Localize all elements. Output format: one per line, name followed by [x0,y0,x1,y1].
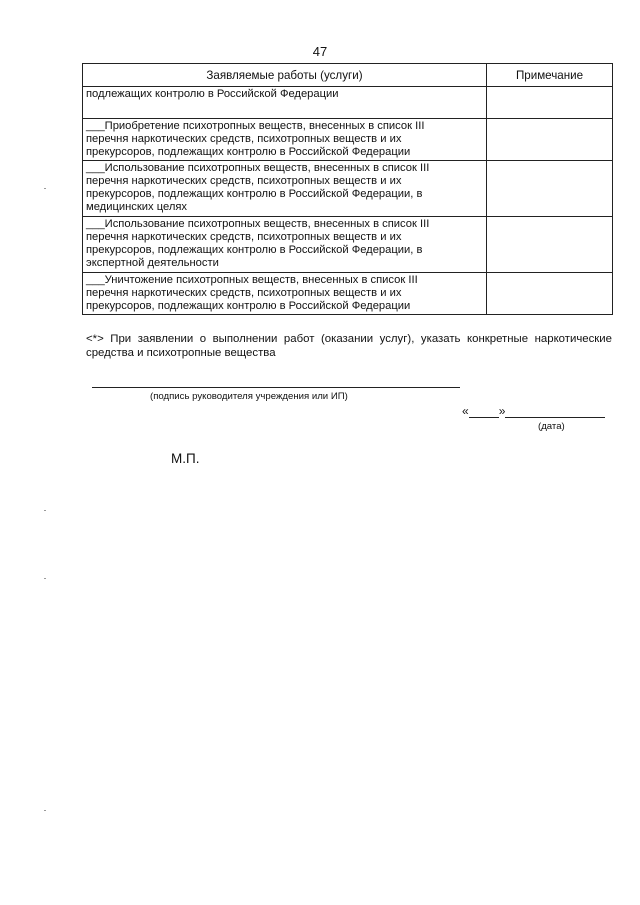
works-cell [83,119,487,161]
works-line: медицинских целях [86,201,188,213]
note-cell [487,273,613,315]
works-cell [83,87,487,119]
signature-line [92,387,460,388]
table-row [83,119,613,161]
date-open-quote: « [462,404,469,418]
table-row [83,161,613,217]
works-line: подлежащих контролю в Российской Федерации [86,88,339,100]
scan-mark [44,578,46,579]
date-field [462,404,605,418]
works-line: прекурсоров, подлежащих контролю в Российской Федерации, в [86,188,423,200]
works-line: ___Приобретение психотропных веществ, внесенных в список III [86,120,425,132]
date-day-blank [469,404,499,418]
works-line: перечня наркотических средств, психотропных веществ и их [86,287,402,299]
date-close-quote: » [498,404,506,418]
works-column-header: Заявляемые работы (услуги) [83,64,487,87]
works-line: перечня наркотических средств, психотропных веществ и их [86,231,402,243]
works-cell [83,273,487,315]
date-month-year-blank [505,404,605,418]
works-line: перечня наркотических средств, психотропных веществ и их [86,175,402,187]
stamp-placeholder: М.П. [171,451,200,466]
signature-caption: (подпись руководителя учреждения или ИП) [150,391,348,402]
page-number: 47 [312,44,328,59]
works-cell [83,161,487,217]
works-line: ___Использование психотропных веществ, внесенных в список III [86,162,430,174]
scan-mark [44,810,46,811]
works-line: прекурсоров, подлежащих контролю в Российской Федерации [86,146,411,158]
note-cell [487,161,613,217]
works-line: экспертной деятельности [86,257,219,269]
footnote: <*> При заявлении о выполнении работ (оказании услуг), указать конкретные наркотические средства и психотропные вещества [86,333,612,359]
works-line: ___Использование психотропных веществ, внесенных в список III [86,218,430,230]
table-row [83,273,613,315]
works-line: перечня наркотических средств, психотропных веществ и их [86,133,402,145]
works-line: прекурсоров, подлежащих контролю в Российской Федерации, в [86,244,423,256]
table-row [83,87,613,119]
scan-mark [44,188,46,189]
note-cell [487,217,613,273]
table-row [83,217,613,273]
note-column-header: Примечание [487,64,613,87]
works-table [82,63,613,315]
works-line: прекурсоров, подлежащих контролю в Российской Федерации [86,300,411,312]
works-line: ___Уничтожение психотропных веществ, внесенных в список III [86,274,418,286]
date-caption: (дата) [538,421,565,432]
note-cell [487,119,613,161]
scan-mark [44,510,46,511]
note-cell [487,87,613,119]
table-header-row [83,64,613,87]
works-cell [83,217,487,273]
